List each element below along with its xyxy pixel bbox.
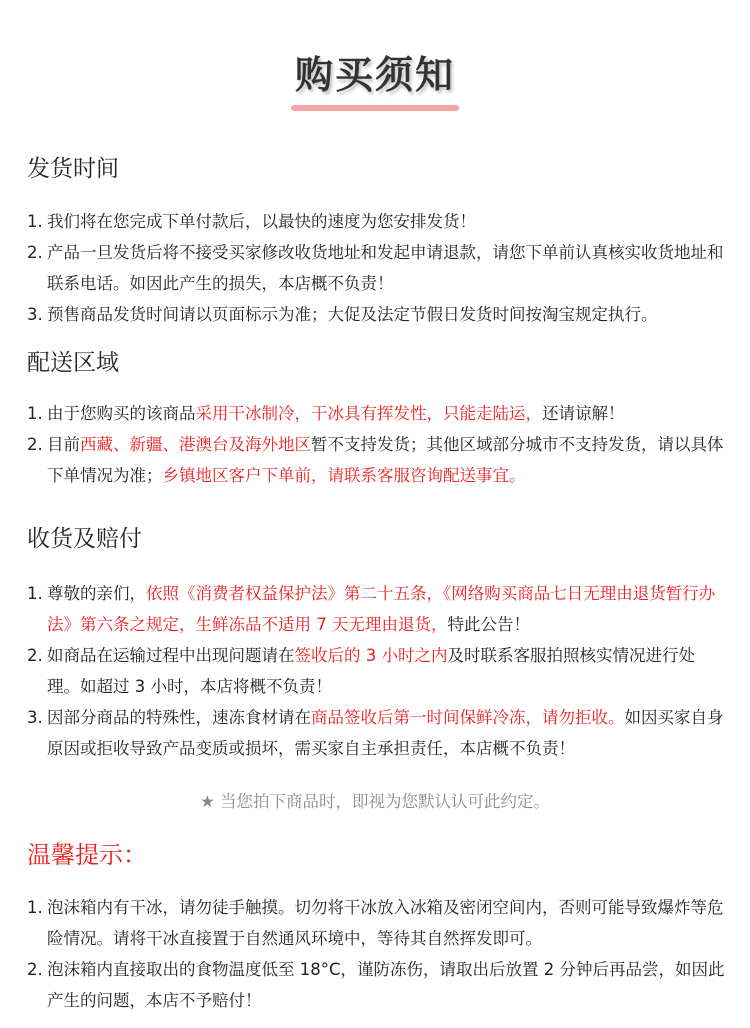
item-text: 如因买家自身原因或拒收导致产品变质或损坏，需买家自主承担责任，本店概不负责！ <box>47 708 724 758</box>
agreement-note: ★ 当您拍下商品时，即视为您默认认可此约定。 <box>199 792 551 811</box>
item-number: 3. <box>27 708 43 727</box>
list-item <box>27 206 727 237</box>
page-title <box>291 44 459 99</box>
item-text: 目前 <box>47 435 80 454</box>
item-text: 我们将在您完成下单付款后，以最快的速度为您安排发货！ <box>47 212 476 231</box>
item-number: 2. <box>27 646 43 665</box>
section-warm-tips <box>27 840 727 1016</box>
page-title-text: 购买须知 <box>294 53 455 97</box>
section-receipt-compensation <box>27 524 727 764</box>
section-heading: 收货及赔付 <box>27 526 142 552</box>
item-text-highlight: 乡镇地区客户下单前，请联系客服咨询配送事宜。 <box>162 466 526 485</box>
item-number: 1. <box>27 404 43 423</box>
list-item <box>27 299 727 330</box>
item-text-highlight: 采用干冰制冷，干冰具有挥发性，只能走陆运， <box>195 404 542 423</box>
item-text: 因部分商品的特殊性，速冻食材请在 <box>47 708 311 727</box>
item-number: 3. <box>27 305 43 324</box>
title-block <box>0 44 750 99</box>
item-text: 暂不支持发货；其他区域部分城市不支持发货，请以具体下单情况为准； <box>47 435 724 485</box>
item-text: 还请谅解！ <box>542 404 625 423</box>
list-item <box>27 578 727 640</box>
shipping-list <box>27 206 727 330</box>
item-text-highlight: 西藏、新疆、港澳台及海外地区 <box>80 435 311 454</box>
list-item <box>27 892 727 954</box>
item-text-highlight: 商品签收后第一时间保鲜冷冻，请勿拒收。 <box>311 708 625 727</box>
list-item <box>27 702 727 764</box>
item-number: 1. <box>27 584 43 603</box>
list-item <box>27 640 727 702</box>
item-text: 特此公告！ <box>447 615 530 634</box>
item-number: 2. <box>27 243 43 262</box>
section-heading: 发货时间 <box>27 156 119 182</box>
delivery-list <box>27 398 727 491</box>
list-item <box>27 237 727 299</box>
section-delivery-area <box>27 348 727 491</box>
list-item <box>27 954 727 1016</box>
compensation-list <box>27 578 727 764</box>
item-number: 1. <box>27 212 43 231</box>
title-underline <box>291 105 459 111</box>
list-item <box>27 398 727 429</box>
tips-list <box>27 892 727 1016</box>
section-heading: 温馨提示： <box>27 841 147 869</box>
section-shipping-time <box>27 154 727 330</box>
item-text: 产品一旦发货后将不接受买家修改收货地址和发起申请退款，请您下单前认真核实收货地址和联系电话。如因此产生的损失，本店概不负责！ <box>47 243 724 293</box>
item-text-highlight: 签收后的 3 小时之内 <box>294 646 448 665</box>
section-heading: 配送区域 <box>27 350 119 376</box>
item-text: 及时联系客服拍照核实情况进行处理。如超过 3 小时，本店将概不负责！ <box>47 646 695 696</box>
item-text-highlight: 依照《消费者权益保护法》第二十五条，《网络购买商品七日无理由退货暂行办法》第六条之规定，生鲜冻品不适用 7 天无理由退货， <box>47 584 716 634</box>
item-text: 由于您购买的该商品 <box>47 404 196 423</box>
item-text: 预售商品发货时间请以页面标示为准；大促及法定节假日发货时间按淘宝规定执行。 <box>47 305 658 324</box>
item-number: 2. <box>27 435 43 454</box>
list-item <box>27 429 727 491</box>
item-text: 如商品在运输过程中出现问题请在 <box>47 646 295 665</box>
item-number: 1. <box>27 898 43 917</box>
item-number: 2. <box>27 960 43 979</box>
item-text: 泡沫箱内有干冰，请勿徒手触摸。切勿将干冰放入冰箱及密闭空间内，否则可能导致爆炸等危险情况。请将干冰直接置于自然通风环境中，等待其自然挥发即可。 <box>47 898 724 948</box>
item-text: 泡沫箱内直接取出的食物温度低至 18°C，谨防冻伤，请取出后放置 2 分钟后再品尝，如因此产生的问题，本店不予赔付！ <box>47 960 725 1010</box>
item-text: 尊敬的亲们， <box>47 584 146 603</box>
